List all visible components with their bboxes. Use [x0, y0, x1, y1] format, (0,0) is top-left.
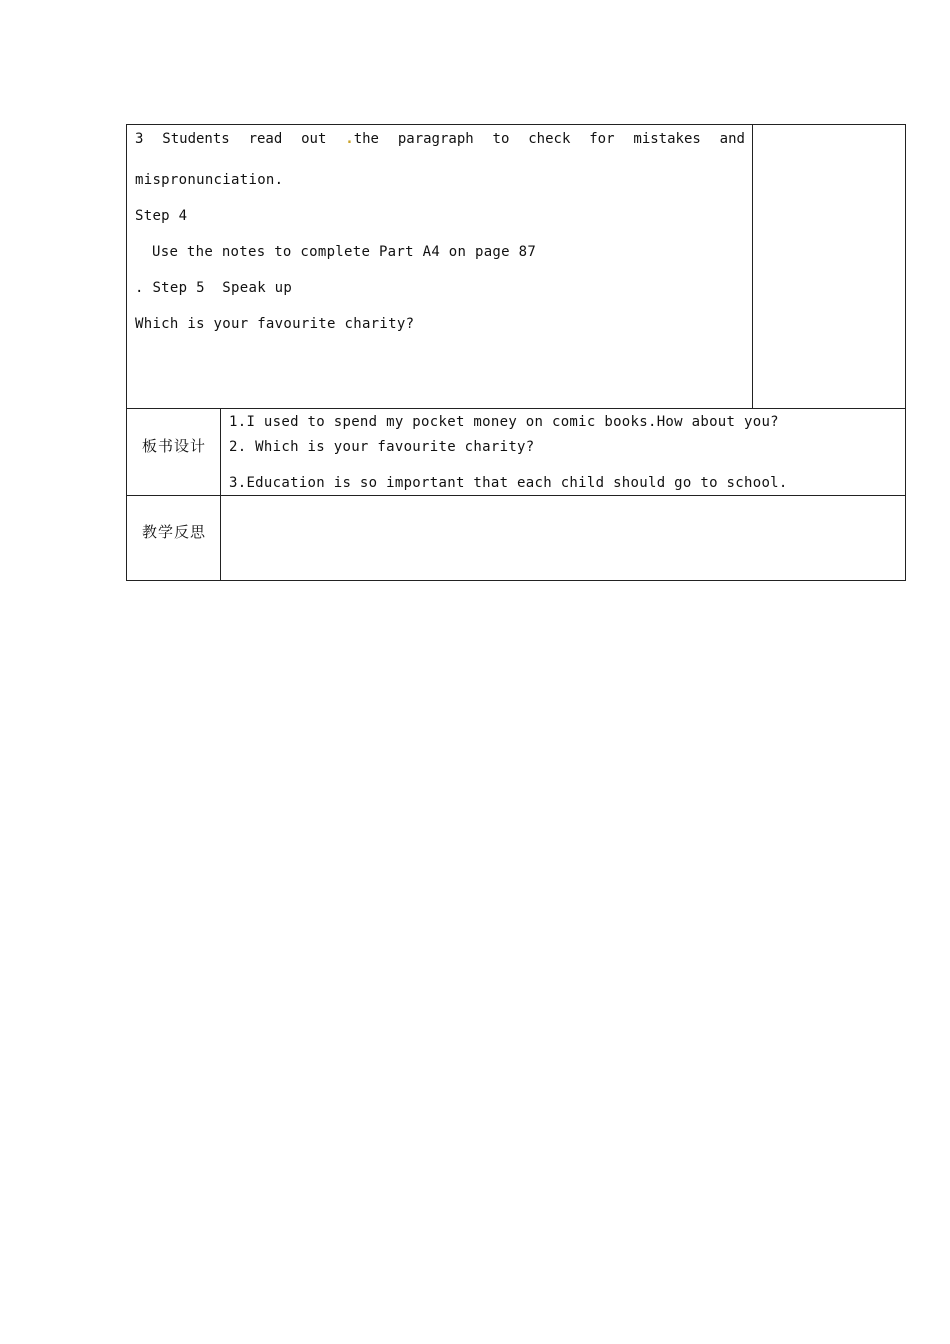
step4-text: Use the notes to complete Part A4 on page 87 — [152, 244, 537, 260]
step3-word: the — [353, 131, 379, 147]
board-design-label-cell — [127, 409, 221, 495]
step4-heading: Step 4 — [135, 208, 188, 224]
reflection-label: 教学反思 — [141, 523, 206, 541]
lesson-table — [126, 124, 906, 581]
step3-continuation: mispronunciation. — [135, 172, 284, 188]
board-line-1: 1.I used to spend my pocket money on comic books.How about you? — [229, 414, 779, 430]
board-design-content-cell — [221, 409, 905, 495]
step3-word: and — [719, 131, 745, 147]
table-row-steps — [127, 125, 905, 409]
highlight-mark: . — [345, 131, 354, 147]
notes-cell-empty — [753, 125, 905, 408]
steps-cell — [127, 125, 753, 408]
step3-word: mistakes — [633, 131, 701, 147]
step3-word: 3 — [135, 131, 144, 147]
board-line-3: 3.Education is so important that each child should go to school. — [229, 475, 788, 491]
table-row-board-design — [127, 409, 905, 496]
step3-word: check — [528, 131, 571, 147]
board-design-label: 板书设计 — [141, 437, 206, 455]
step3-word: out — [301, 131, 327, 147]
reflection-label-cell — [127, 496, 221, 580]
step3-word: read — [248, 131, 283, 147]
step3-word: paragraph — [397, 131, 474, 147]
step3-word: Students — [162, 131, 230, 147]
step3-word: to — [492, 131, 510, 147]
step5-heading: . Step 5 Speak up — [135, 280, 293, 296]
board-line-2: 2. Which is your favourite charity? — [229, 439, 535, 455]
step3-word: for — [589, 131, 615, 147]
table-row-reflection — [127, 496, 905, 580]
reflection-content-cell-empty — [221, 496, 905, 580]
step3-line — [135, 130, 745, 148]
step5-question: Which is your favourite charity? — [135, 316, 415, 332]
step3-word-with-mark — [345, 130, 379, 148]
